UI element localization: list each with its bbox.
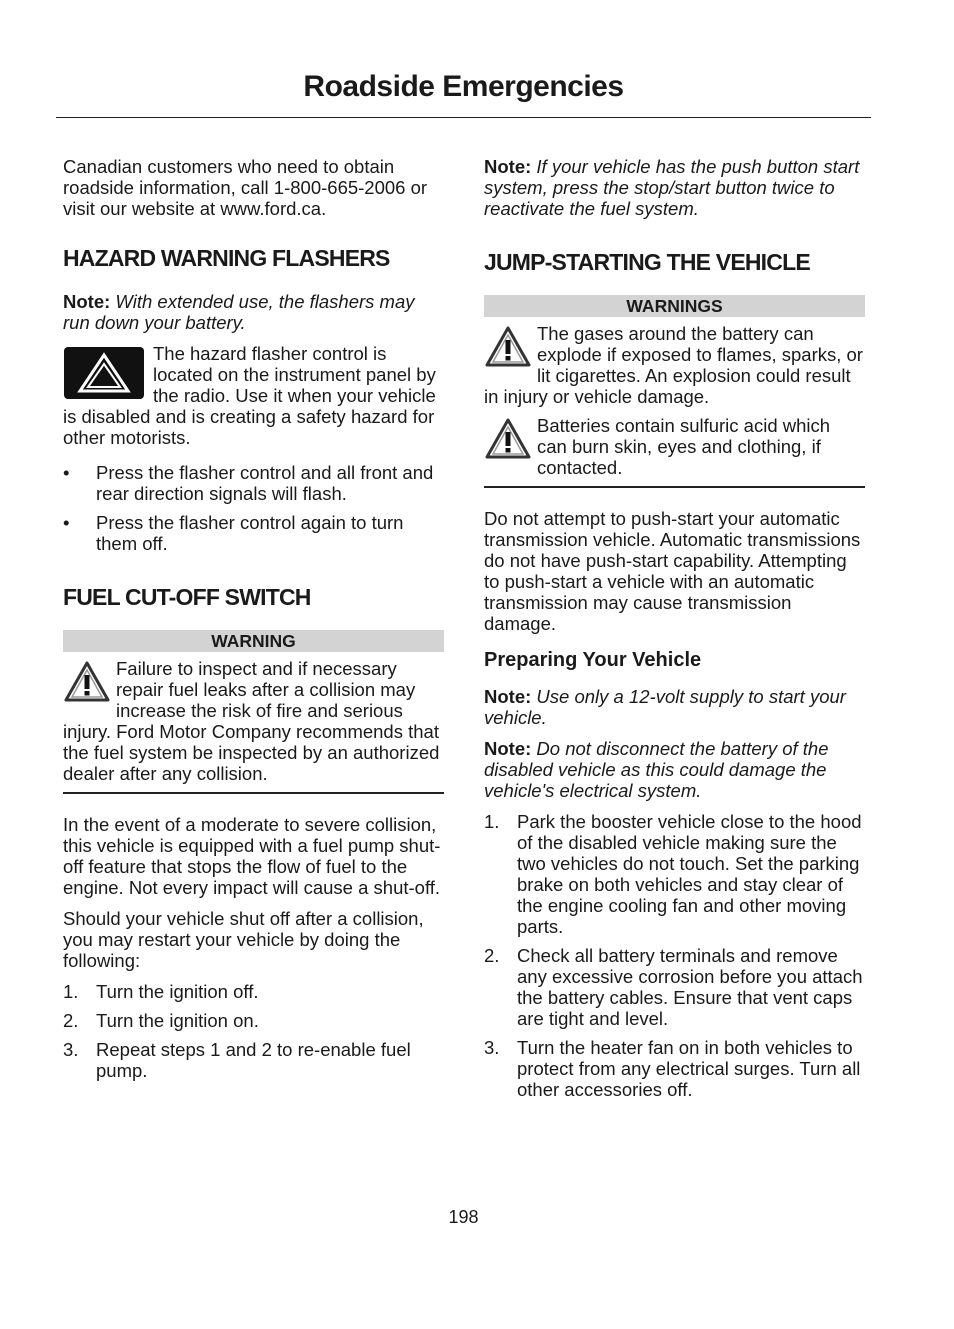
note-text: With extended use, the flashers may run down your battery.	[63, 291, 415, 333]
note-label: Note:	[484, 738, 532, 759]
fuel-warning-text: Failure to inspect and if necessary repair fuel leaks after a collision may increase the risk of fire and serious injury. Ford Motor Company recommends that the fuel system be inspected by an authorized dealer after any collision.	[63, 658, 440, 784]
prep-steps	[484, 811, 865, 1100]
note-text: Use only a 12-volt supply to start your vehicle.	[484, 686, 846, 728]
hazard-note	[63, 291, 444, 333]
list-item: 1. Park the booster vehicle close to the hood of the disabled vehicle making sure the two vehicles do not touch. Set the parking brake on both vehicles and stay clear of the engine cooling fan and other moving parts.	[484, 811, 862, 937]
page-title: Roadside Emergencies	[303, 70, 624, 103]
jump-heading: JUMP-STARTING THE VEHICLE	[484, 249, 810, 275]
note-text: Do not disconnect the battery of the disabled vehicle as this could damage the vehicle's electrical system.	[484, 738, 829, 801]
list-item: 3. Turn the heater fan on in both vehicles to protect from any electrical surges. Turn all other accessories off.	[484, 1037, 861, 1100]
fuel-steps	[63, 981, 444, 1081]
hazard-description: The hazard flasher control is located on the instrument panel by the radio. Use it when your vehicle is disabled and is creating a safety hazard for other motorists.	[63, 343, 436, 448]
list-item: 2. Turn the ignition on.	[63, 1010, 259, 1031]
battery-warning-2	[484, 415, 865, 478]
warning-end-rule	[63, 792, 444, 794]
list-item: 3. Repeat steps 1 and 2 to re-enable fuel pump.	[63, 1039, 411, 1081]
push-start-para: Do not attempt to push-start your automatic transmission vehicle. Automatic transmissions do not have push-start capability. Attempting to push-start a vehicle with an automatic transmission may cause transmission damage.	[484, 508, 861, 634]
bullet-marker: •	[63, 512, 70, 533]
list-item: 2. Check all battery terminals and remove any excessive corrosion before you attach the battery cables. Ensure that vent caps are tight and level.	[484, 945, 863, 1029]
note-label: Note:	[484, 686, 532, 707]
note-text: If your vehicle has the push button start system, press the stop/start button twice to reactivate the fuel system.	[484, 156, 860, 219]
warning-end-rule	[484, 486, 865, 488]
list-item: • Press the flasher control and all front and rear direction signals will flash.	[63, 462, 434, 504]
hazard-heading: HAZARD WARNING FLASHERS	[63, 245, 390, 271]
prep-heading: Preparing Your Vehicle	[484, 649, 702, 671]
fuel-para-1: In the event of a moderate to severe collision, this vehicle is equipped with a fuel pump shut-off feature that stops the flow of fuel to the engine. Not every impact will cause a shut-off.	[63, 814, 441, 898]
hazard-bullets	[63, 462, 444, 554]
battery-warning-1	[484, 323, 865, 407]
warning-bar: WARNING	[63, 630, 444, 652]
warning-triangle-icon	[63, 660, 111, 704]
bullet-marker: •	[63, 462, 70, 483]
left-column	[63, 156, 444, 1091]
warnings-bar: WARNINGS	[484, 295, 865, 317]
warning-triangle-icon	[484, 417, 532, 461]
note-label: Note:	[63, 291, 111, 312]
canada-intro: Canadian customers who need to obtain roadside information, call 1-800-665-2006 or visit our website at www.ford.ca.	[63, 156, 428, 219]
hazard-description-block	[63, 343, 444, 448]
title-divider	[56, 117, 871, 118]
hazard-triangle-icon	[63, 346, 145, 400]
push-button-note	[484, 156, 865, 219]
battery-warning-1-text: The gases around the battery can explode if exposed to flames, sparks, or lit cigarettes. An explosion could result in injury or vehicle damage.	[484, 323, 863, 407]
note-label: Note:	[484, 156, 532, 177]
fuel-para-2: Should your vehicle shut off after a collision, you may restart your vehicle by doing the following:	[63, 908, 424, 971]
right-column	[484, 156, 865, 1110]
fuel-warning	[63, 658, 444, 784]
list-item: • Press the flasher control again to turn them off.	[63, 512, 404, 554]
list-item: 1. Turn the ignition off.	[63, 981, 259, 1002]
page-number: 198	[448, 1207, 479, 1227]
warning-triangle-icon	[484, 325, 532, 369]
battery-note	[484, 738, 865, 801]
fuel-heading: FUEL CUT-OFF SWITCH	[63, 584, 311, 610]
voltage-note	[484, 686, 865, 728]
battery-warning-2-text: Batteries contain sulfuric acid which can burn skin, eyes and clothing, if contacted.	[537, 415, 831, 478]
